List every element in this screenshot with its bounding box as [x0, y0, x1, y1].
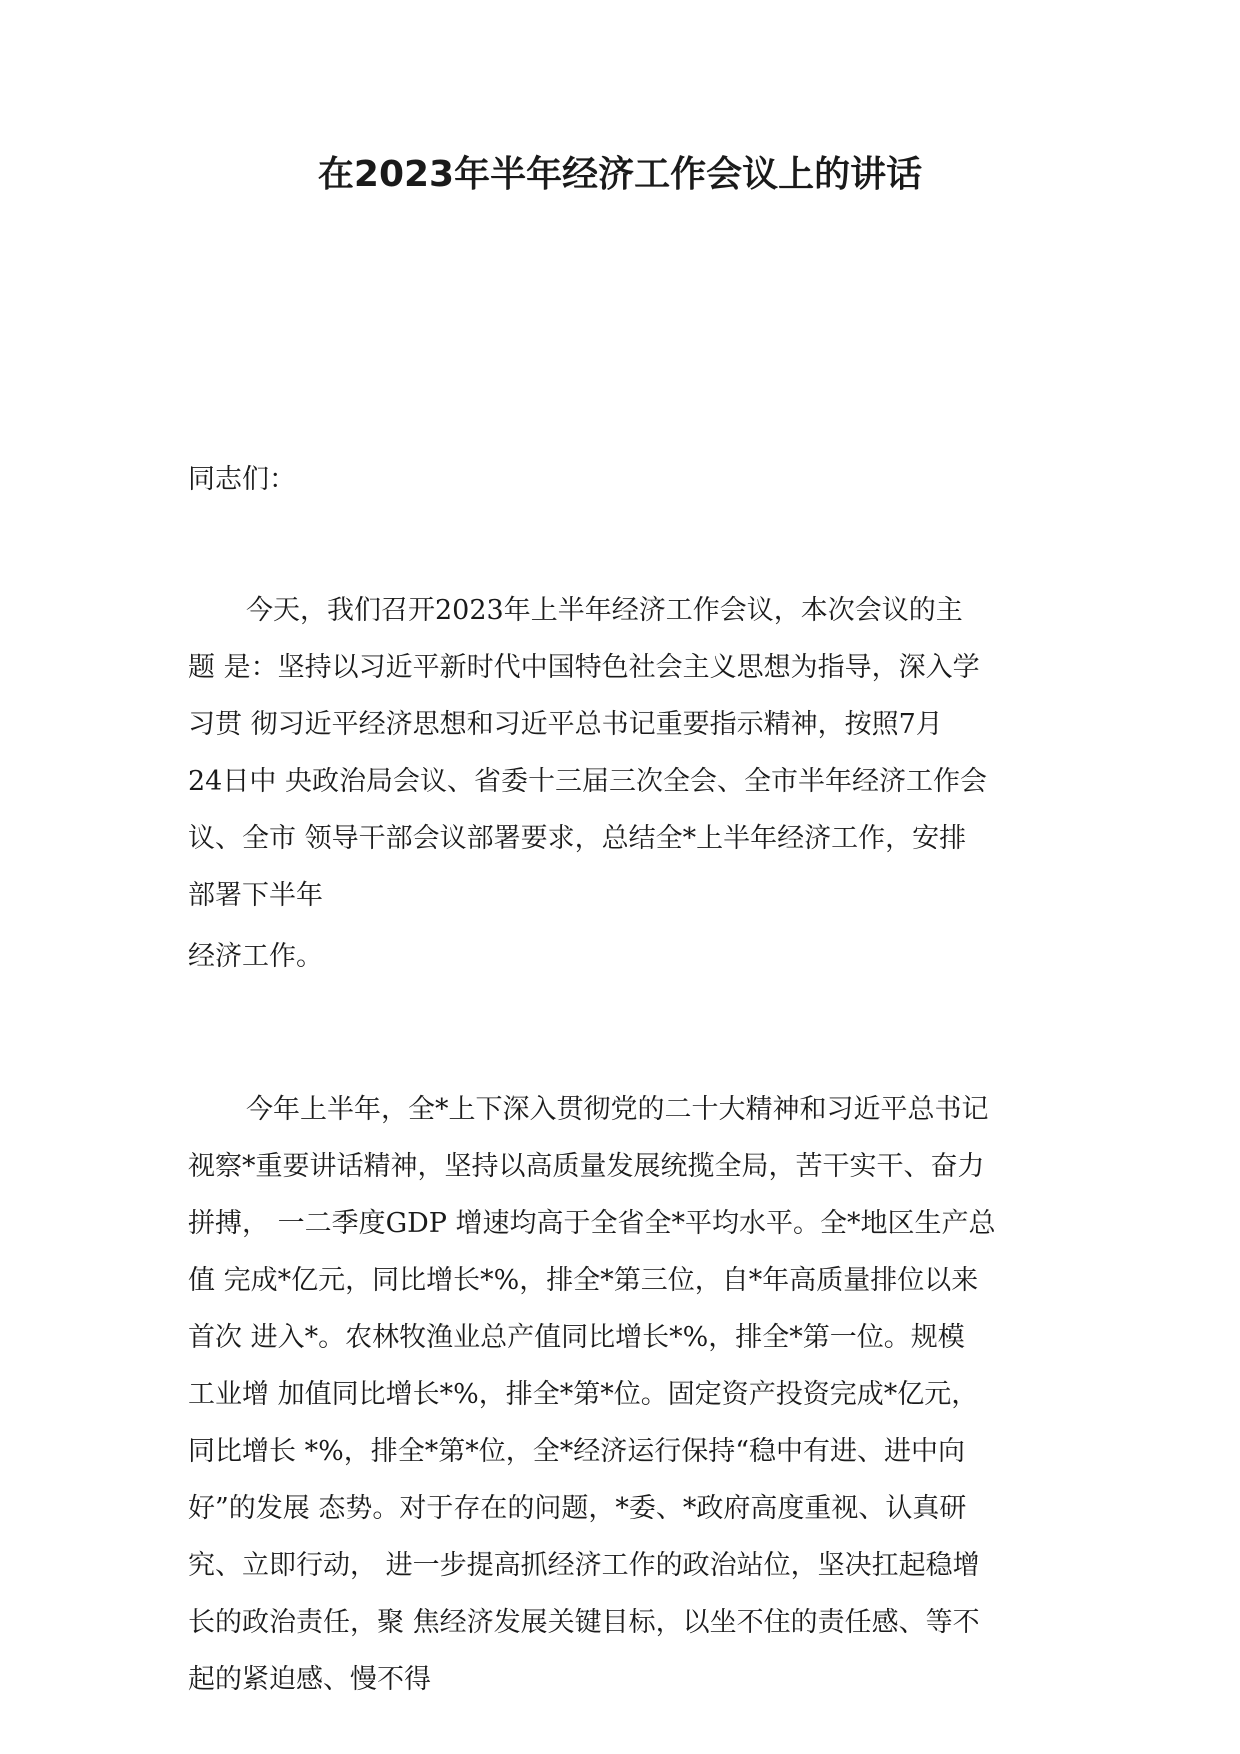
paragraph-line: 今年上半年，全*上下深入贯彻党的二十大精神和习近平总书记 — [246, 1094, 989, 1125]
paragraph-line: 视察*重要讲话精神，坚持以高质量发展统揽全局，苦干实干、奋力 — [188, 1151, 985, 1182]
paragraph-line: 拼搏， 一二季度GDP 增速均高于全省全*平均水平。全*地区生产总 — [188, 1208, 996, 1239]
paragraph-line: 题 是：坚持以习近平新时代中国特色社会主义思想为指导，深入学 — [188, 652, 980, 683]
paragraph-line: 经济工作。 — [188, 941, 323, 972]
paragraph-line: 习贯 彻习近平经济思想和习近平总书记重要指示精神，按照7月 — [188, 709, 943, 740]
paragraph-line: 工业增 加值同比增长*%，排全*第*位。固定资产投资完成*亿元， — [188, 1379, 979, 1410]
paragraph-1-tail — [188, 928, 1048, 985]
paragraph-line: 长的政治责任，聚 焦经济发展关键目标，以坐不住的责任感、等不 — [188, 1607, 980, 1638]
paragraph-line: 部署下半年 — [188, 880, 323, 911]
paragraph-line: 同比增长 *%，排全*第*位，全*经济运行保持“稳中有进、进中向 — [188, 1436, 966, 1467]
paragraph-line: 24日中 央政治局会议、省委十三届三次全会、全市半年经济工作会 — [188, 766, 987, 797]
salutation: 同志们： — [188, 464, 296, 495]
paragraph-2 — [188, 1081, 1048, 1708]
paragraph-line: 今天，我们召开2023年上半年经济工作会议，本次会议的主 — [246, 595, 963, 626]
paragraph-line: 值 完成*亿元，同比增长*%，排全*第三位，自*年高质量排位以来 — [188, 1265, 979, 1296]
paragraph-line: 首次 进入*。农林牧渔业总产值同比增长*%，排全*第一位。规模 — [188, 1322, 965, 1353]
paragraph-line: 究、立即行动， 进一步提高抓经济工作的政治站位，坚决扛起稳增 — [188, 1550, 980, 1581]
paragraph-line: 议、全市 领导干部会议部署要求，总结全*上半年经济工作，安排 — [188, 823, 967, 854]
paragraph-line: 起的紧迫感、慢不得 — [188, 1664, 431, 1695]
document-title: 在2023年半年经济工作会议上的讲话 — [317, 154, 923, 195]
paragraph-1 — [188, 582, 1048, 924]
paragraph-line: 好”的发展 态势。对于存在的问题，*委、*政府高度重视、认真研 — [188, 1493, 967, 1524]
